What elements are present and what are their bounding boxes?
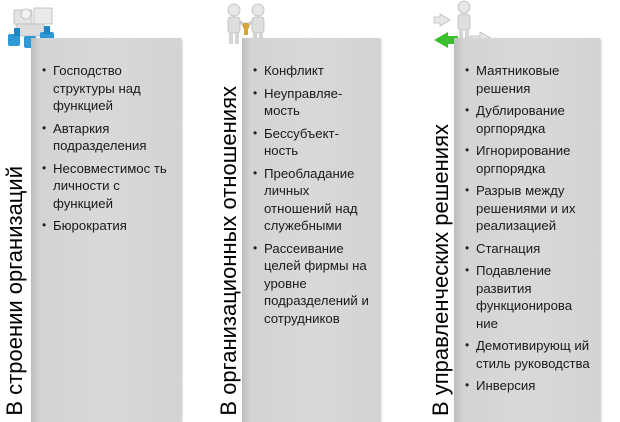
- list-item: • Неуправляе-мость: [264, 85, 372, 120]
- list-item: • Игнорирование оргпорядка: [476, 142, 592, 177]
- item-list: [31, 38, 181, 235]
- column-decisions: [410, 0, 620, 422]
- list-item: • Преобладание личных отношений над служебными: [264, 165, 372, 235]
- list-item: • Бюрократия: [53, 217, 173, 235]
- list-item: • Рассеивание целей фирмы на уровне подразделений и сотрудников: [264, 240, 372, 328]
- list-item: • Конфликт: [264, 62, 372, 80]
- item-list: [242, 38, 380, 327]
- list-item: • Подавление развития функционирова ние: [476, 262, 592, 332]
- item-list: [454, 38, 600, 395]
- list-item: • Разрыв между решениями и их реализацией: [476, 182, 592, 235]
- column-title: В организационных отношениях: [216, 86, 241, 416]
- column-relations: [200, 0, 410, 422]
- list-item: • Демотивирующ ий стиль руководства: [476, 337, 592, 372]
- list-item: • Господство структуры над функцией: [53, 62, 173, 115]
- list-item: • Бессубъект-ность: [264, 125, 372, 160]
- list-item: • Стагнация: [476, 240, 592, 258]
- list-item: • Инверсия: [476, 377, 592, 395]
- content-box: [242, 38, 380, 422]
- list-item: • Маятниковые решения: [476, 62, 592, 97]
- column-structure: [0, 0, 200, 422]
- column-title: В управленческих решениях: [428, 123, 453, 416]
- content-box: [31, 38, 181, 422]
- column-title: В строении организаций: [2, 166, 27, 416]
- content-box: [454, 38, 600, 422]
- list-item: • Несовместимос ть личности с функцией: [53, 160, 173, 213]
- list-item: • Автаркия подразделения: [53, 120, 173, 155]
- list-item: • Дублирование оргпорядка: [476, 102, 592, 137]
